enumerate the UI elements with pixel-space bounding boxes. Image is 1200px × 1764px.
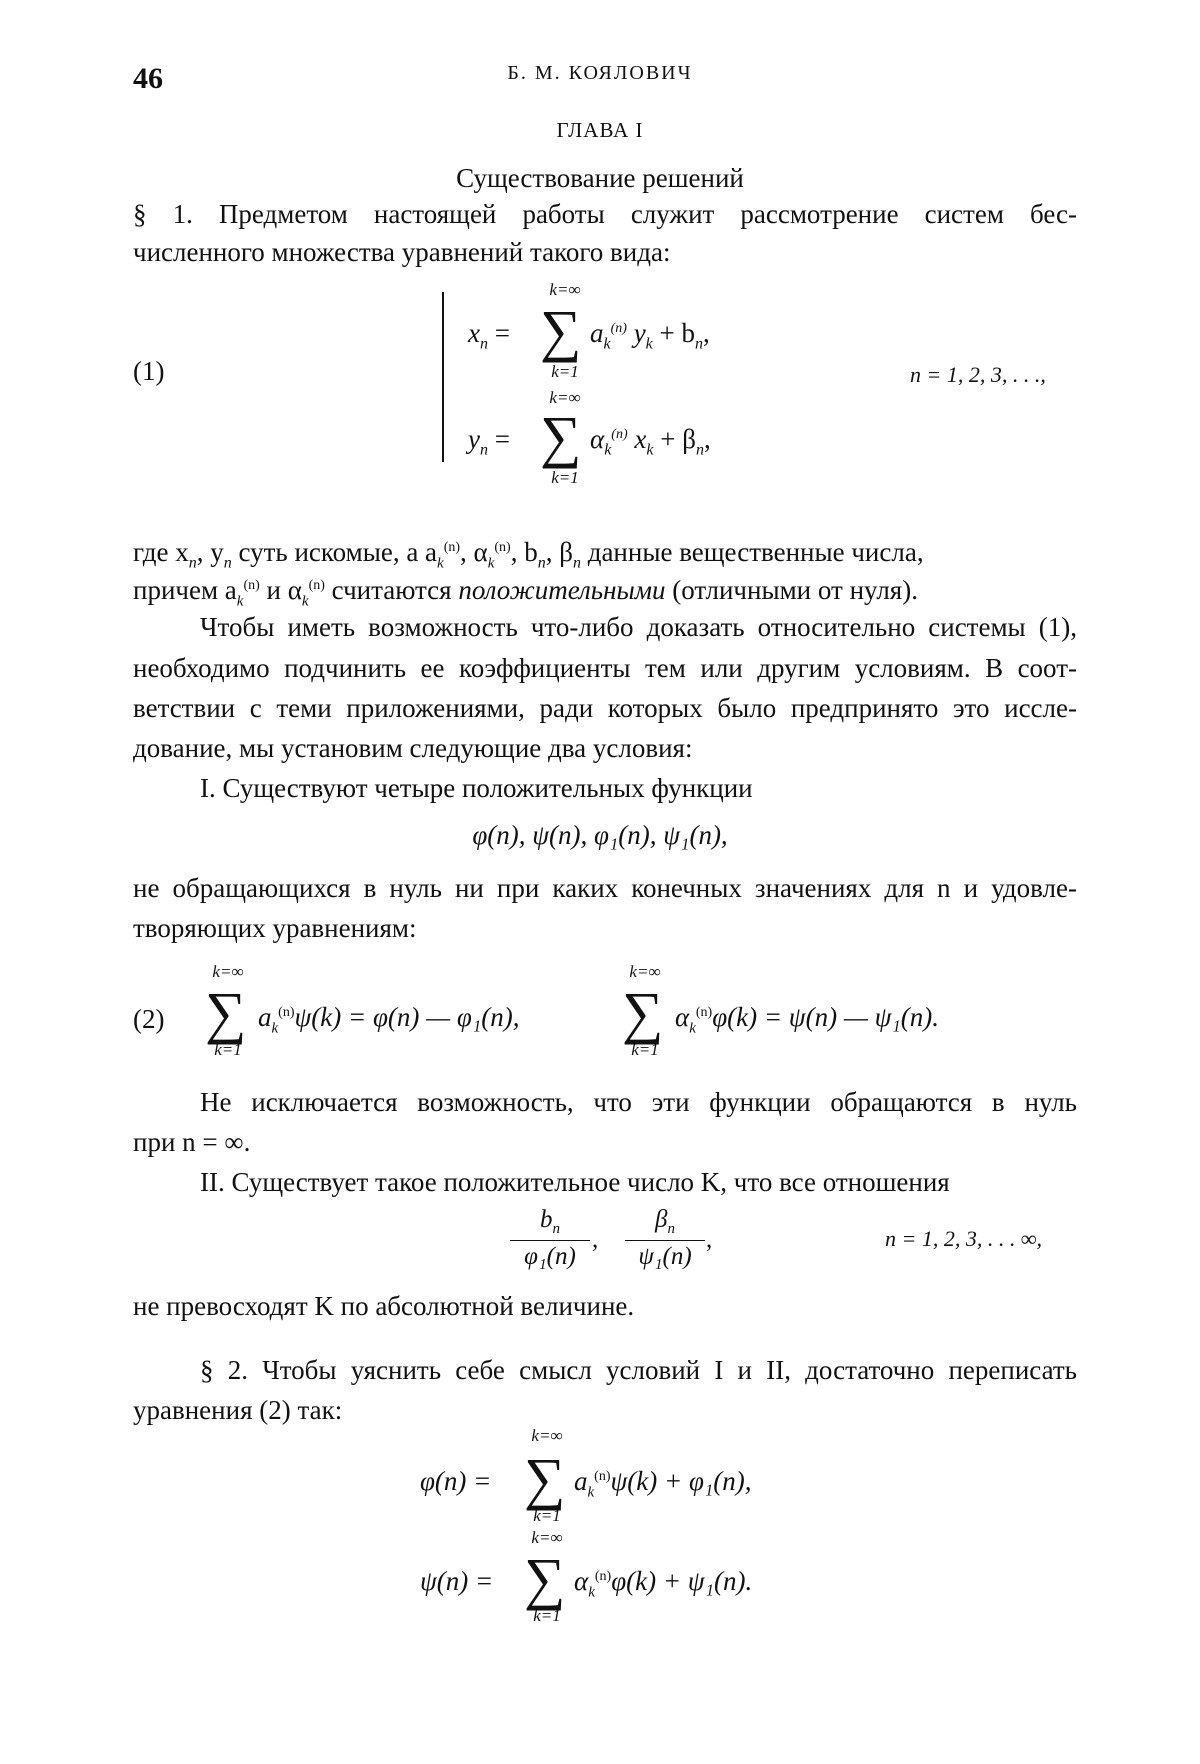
eq1-range: n = 1, 2, 3, . . ., [910,362,1046,387]
para3-line1: Не исключается возможность, что эти функции обращаются в нуль [200,1087,1077,1117]
sum-upper-limit: k=∞ [212,962,244,981]
sum-lower-limit: k=1 [551,468,579,487]
eq3-row1-body: $a_k^{(n)}\psi(k) + \varphi_1(n)$, [574,1466,752,1501]
eq2-left-body: $a_k^{(n)}\psi(k) = \varphi(n)$ — φ₁(n), [258,1002,520,1037]
eq1-row1-body: $a_k^{(n)}$ $y_k + b_n$, [590,318,710,353]
sum-symbol: ∑ [524,1546,566,1611]
eq1-row2-lhs: $y_n$ = [468,424,510,459]
sum-symbol: ∑ [524,1446,566,1511]
para-after-eq1-line1: где $x_n$, $y_n$ суть искомые, а $a_k^{(n)}$, $\alpha_k^{(n)}$, $b_n$, $\beta_n$ данные вещественные числа, [133,537,924,572]
condition2-line: II. Существует такое положительное число K, что все отношения [200,1167,950,1197]
para2-line4: дование, мы установим следующие два условия: [133,733,693,763]
sum-symbol: ∑ [540,404,582,469]
condition1-after1: не обращающихся в нуль ни при каких конечных значениях для n и удовле- [133,873,1077,903]
condition1-functions: φ(n), ψ(n), φ₁(n), ψ₁(n), [472,820,728,850]
eq1-row2-body: $\alpha_k^{(n)}$ $x_k + \beta_n$, [590,424,711,459]
sum-upper-limit: k=∞ [629,962,661,981]
chapter-label: ГЛАВА I [556,118,644,142]
condition1-after2: творяющих уравнениям: [133,913,417,943]
eq3-row1-lhs: φ(n) = [420,1466,492,1496]
para2-line3: ветствии с теми приложениями, ради которых было предпринято это иссле- [133,693,1077,723]
fraction-beta-over-psi1: $\beta_n$ ψ₁(n) [625,1206,705,1271]
equation-tag: (1) [133,356,165,386]
equation-tag: (2) [133,1004,165,1034]
sum-lower-limit: k=1 [631,1040,659,1059]
chapter-title: Существование решений [456,163,744,193]
section1-line1: § 1. Предметом настоящей работы служит рассмотрение систем бес- [133,199,1077,229]
section1-line2: численного множества уравнений такого вида: [133,237,671,267]
condition1-line: I. Существуют четыре положительных функции [200,773,753,803]
system-brace [442,292,444,462]
sum-upper-limit: k=∞ [549,388,581,407]
eq3-row2-body: $\alpha_k^{(n)}\varphi(k) + \psi_1(n)$. [574,1566,753,1601]
sum-upper-limit: k=∞ [531,1528,563,1547]
para2-line2: необходимо подчинить ее коэффициенты тем или другим условиям. В соот- [133,653,1077,683]
section2-line2: уравнения (2) так: [133,1395,343,1425]
sum-symbol: ∑ [205,980,247,1045]
page-number: 46 [133,62,163,95]
section2-line1: § 2. Чтобы уяснить себе смысл условий I и II, достаточно переписать [200,1355,1077,1385]
sum-symbol: ∑ [622,980,664,1045]
sum-lower-limit: k=1 [533,1606,561,1625]
condition2-after: не превосходят K по абсолютной величине. [133,1291,635,1321]
sum-lower-limit: k=1 [551,362,579,381]
sum-lower-limit: k=1 [214,1040,242,1059]
eq2-right-body: $\alpha_k^{(n)}\varphi(k) = \psi(n)$ — ψ₁(n). [675,1002,939,1037]
condition2-range: n = 1, 2, 3, . . . ∞, [885,1226,1043,1251]
para-after-eq1-line2: причем $a_k^{(n)}$ и $\alpha_k^{(n)}$ считаются положительными (отличными от нуля). [133,575,918,610]
eq1-row1-lhs: $x_n$ = [468,318,510,353]
sum-upper-limit: k=∞ [549,280,581,299]
running-head: Б. М. КОЯЛОВИЧ [507,62,693,84]
eq3-row2-lhs: ψ(n) = [420,1566,494,1596]
sum-lower-limit: k=1 [533,1506,561,1525]
para2-line1: Чтобы иметь возможность что-либо доказать относительно системы (1), [200,612,1077,642]
sum-symbol: ∑ [540,298,582,363]
sum-upper-limit: k=∞ [531,1426,563,1445]
fraction-b-over-phi1: $b_n$ φ₁(n) [510,1206,590,1271]
para3-line2: при n = ∞. [133,1127,251,1157]
